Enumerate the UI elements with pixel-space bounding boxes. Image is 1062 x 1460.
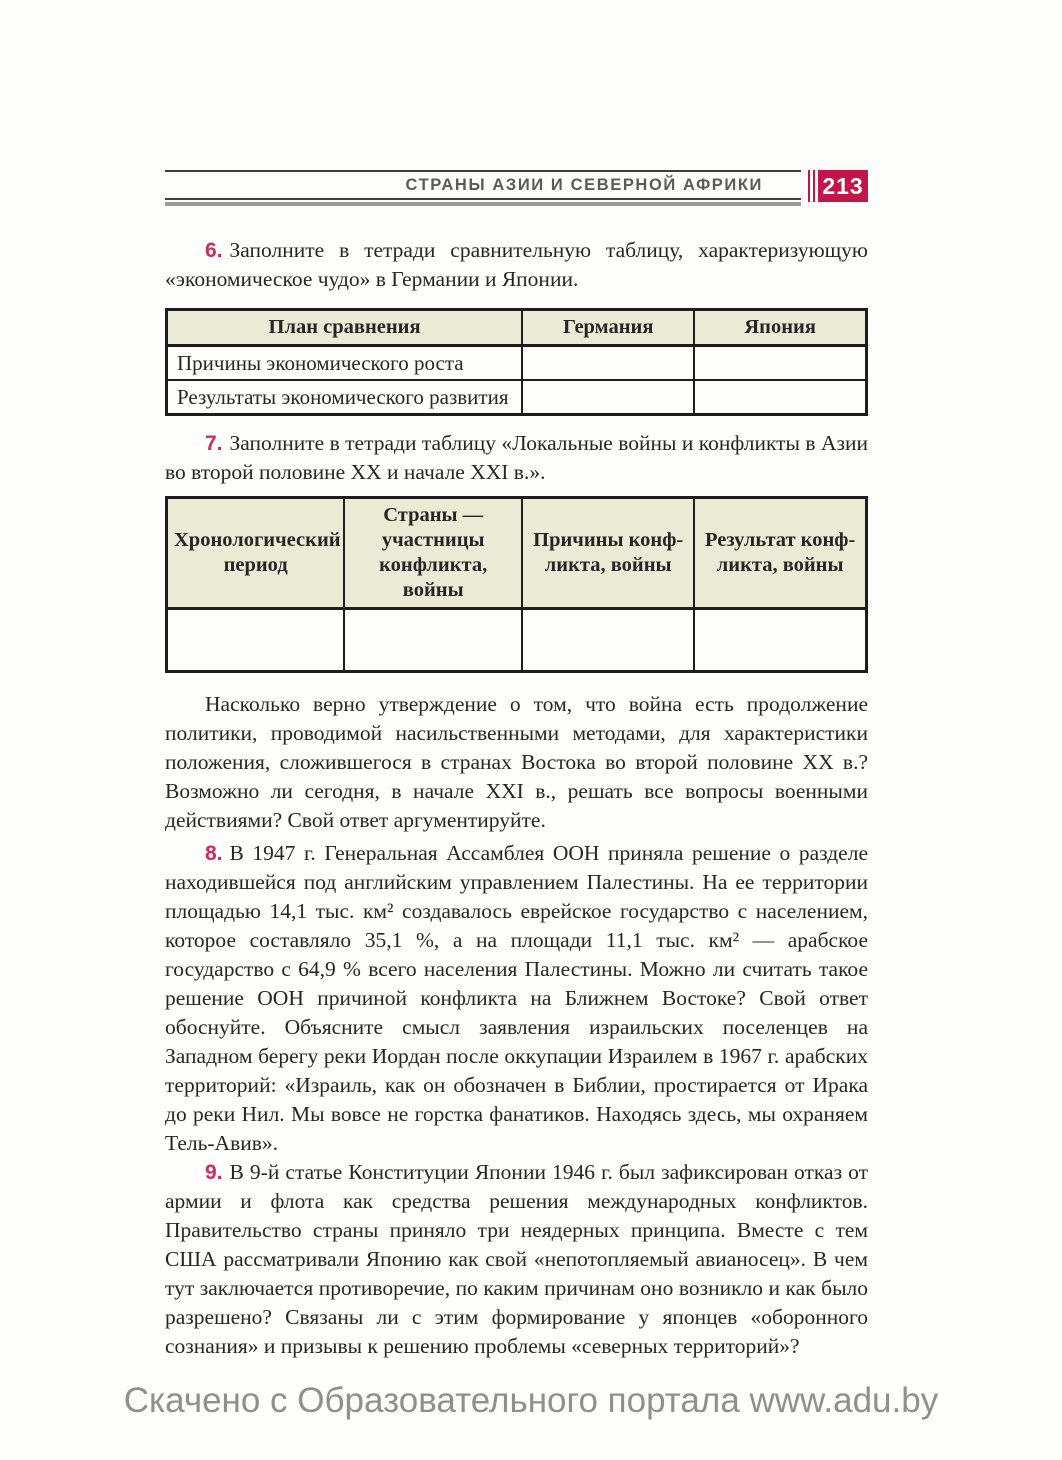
table-row [167, 346, 867, 381]
task-9-text: В 9-й статье Конституции Японии 1946 г. был зафиксирован отказ от армии и флота как средства решения международных конфликтов. Правительство страны приняло три неядерных принципа. Вместе с тем США рассматривали Японию как свой «непотопляемый авианосец». В чем тут заключается противоречие, по каким причинам оно возникло и как было разрешено? Связаны ли с этим формирование у японцев «оборонного сознания» и призывы к решению проблемы «северных территорий»? [165, 1160, 868, 1358]
table-row [167, 609, 867, 672]
column-header-result: Результат конфликта, войны [694, 498, 866, 609]
page-number-badge-group [808, 170, 868, 202]
task-7-text: Заполните в тетради таблицу «Локальные войны и конфликты в Азии во второй половине XX и начале XXI в.». [165, 431, 868, 484]
task-8-text: В 1947 г. Генеральная Ассамблея ООН приняла решение о разделе находившейся под английским управлением Палестины. На ее территории площадью 14,1 тыс. км² создавалось еврейское государство с населением, которое составляло 35,1 %, а на площади 11,1 тыс. км² — арабское государство с 64,9 % всего населения Палестины. Можно ли считать такое решение ООН причиной конфликта на Ближнем Востоке? Свой ответ обоснуйте. Объясните смысл заявления израильских поселенцев на Западном берегу реки Иордан после оккупации Израилем в 1967 г. арабских территорий: «Израиль, как он обозначен в Библии, простирается от Ирака до реки Нил. Мы вовсе не горстка фанатиков. Находясь здесь, мы охраняем Тель-Авив». [165, 841, 868, 1155]
column-header-germany: Германия [522, 310, 694, 346]
task-6-text: Заполните в тетради сравнительную таблицу, характеризующую «экономическое чудо» в Германии и Японии. [165, 238, 868, 291]
task-7-number: 7. [205, 432, 223, 455]
table-cell [167, 609, 345, 672]
war-question-paragraph: Насколько верно утверждение о том, что война есть продолжение политики, проводимой насильственными методами, для характеристики положения, сложившегося в странах Востока во второй половине XX в.? Возможно ли сегодня, в начале XXI в., решать все вопросы военными действиями? Свой ответ аргументируйте. [165, 692, 868, 832]
column-header-causes: Причины конфликта, войны [522, 498, 694, 609]
row-label-causes: Причины экономического роста [167, 346, 523, 381]
task-6-paragraph [165, 236, 868, 294]
task-8-number: 8. [205, 842, 223, 865]
column-header-period: Хронологический период [167, 498, 345, 609]
table-cell [694, 346, 866, 381]
table-cell [522, 380, 694, 415]
badge-stripe [813, 170, 815, 202]
column-header-plan: План сравнения [167, 310, 523, 346]
task-7-paragraph [165, 429, 868, 487]
table-cell [694, 609, 866, 672]
comparison-table [165, 308, 868, 416]
header-rule-bottom [165, 202, 801, 206]
table-row [167, 380, 867, 415]
table-cell [344, 609, 522, 672]
table-cell [522, 609, 694, 672]
row-label-results: Результаты экономического развития [167, 380, 523, 415]
header-rules [165, 170, 801, 206]
task-9-number: 9. [205, 1161, 223, 1184]
conflicts-table [165, 496, 868, 673]
table-cell [694, 380, 866, 415]
comparison-table-header-row [167, 310, 867, 346]
badge-stripe [808, 170, 810, 202]
column-header-countries: Страны — участницы конфликта, войны [344, 498, 522, 609]
task-6-number: 6. [205, 239, 223, 262]
running-title: СТРАНЫ АЗИИ И СЕВЕРНОЙ АФРИКИ [405, 176, 763, 194]
table-cell [522, 346, 694, 381]
task-8-paragraph [165, 839, 868, 1158]
footer-watermark: Скачено с Образовательного портала www.adu.by [123, 1381, 939, 1420]
column-header-japan: Япония [694, 310, 866, 346]
task-9-paragraph [165, 1158, 868, 1361]
conflicts-table-header-row [167, 498, 867, 609]
header-rule-mid [165, 198, 801, 200]
page-header [165, 170, 868, 206]
page-number-badge: 213 [818, 170, 868, 202]
